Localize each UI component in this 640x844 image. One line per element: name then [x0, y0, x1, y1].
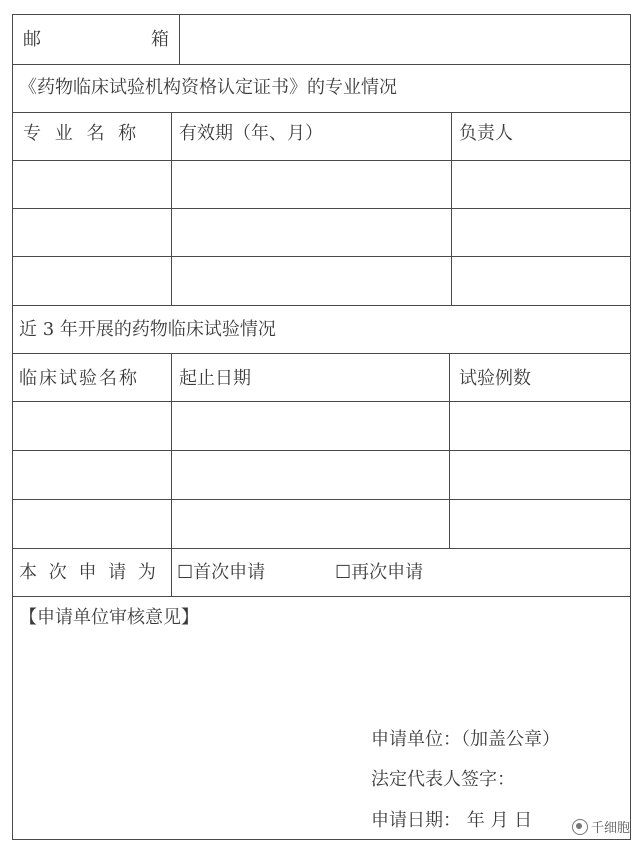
application-type-label: 本 次 申 请 为 — [19, 562, 159, 583]
reapplication-checkbox[interactable]: ☐再次申请 — [335, 562, 424, 583]
row-line — [13, 353, 630, 354]
column-divider — [451, 112, 452, 305]
email-value[interactable] — [185, 29, 625, 51]
column-header-trial-name: 临床试验名称 — [19, 368, 139, 389]
email-label-right: 箱 — [151, 29, 169, 50]
row-line — [13, 305, 630, 306]
column-header-specialty-name: 专 业 名 称 — [23, 123, 141, 144]
row-line — [13, 160, 630, 161]
column-header-case-count: 试验例数 — [459, 368, 531, 389]
watermark-text: 千细胞 — [590, 821, 630, 836]
column-divider — [171, 112, 172, 305]
column-header-person-in-charge: 负责人 — [459, 123, 513, 144]
legal-representative-signature-line: 法定代表人签字： — [371, 769, 515, 790]
watermark — [572, 817, 630, 836]
certificate-section-heading: 《药物临床试验机构资格认定证书》的专业情况 — [19, 77, 397, 98]
column-divider — [171, 353, 172, 548]
trials-section-heading: 近 3 年开展的药物临床试验情况 — [19, 319, 276, 340]
row-line — [13, 401, 630, 402]
wechat-icon — [572, 819, 588, 835]
first-application-checkbox[interactable]: ☐首次申请 — [177, 562, 266, 583]
column-header-validity: 有效期（年、月） — [179, 123, 323, 144]
email-divider — [179, 15, 180, 64]
email-label-left: 邮 — [23, 29, 41, 50]
row-line — [13, 596, 630, 597]
application-date-line: 申请日期： 年 月 日 — [371, 810, 533, 831]
applicant-unit-line: 申请单位：（加盖公章） — [371, 729, 560, 750]
column-divider — [171, 548, 172, 596]
row-line — [13, 256, 630, 257]
row-line — [13, 499, 630, 500]
column-divider — [449, 353, 450, 548]
row-line — [13, 548, 630, 549]
row-line — [13, 112, 630, 113]
row-line — [13, 208, 630, 209]
row-line — [13, 64, 630, 65]
application-form-sheet — [12, 14, 631, 840]
column-header-date-range: 起止日期 — [179, 368, 251, 389]
row-line — [13, 450, 630, 451]
review-heading: 【申请单位审核意见】 — [19, 607, 199, 628]
